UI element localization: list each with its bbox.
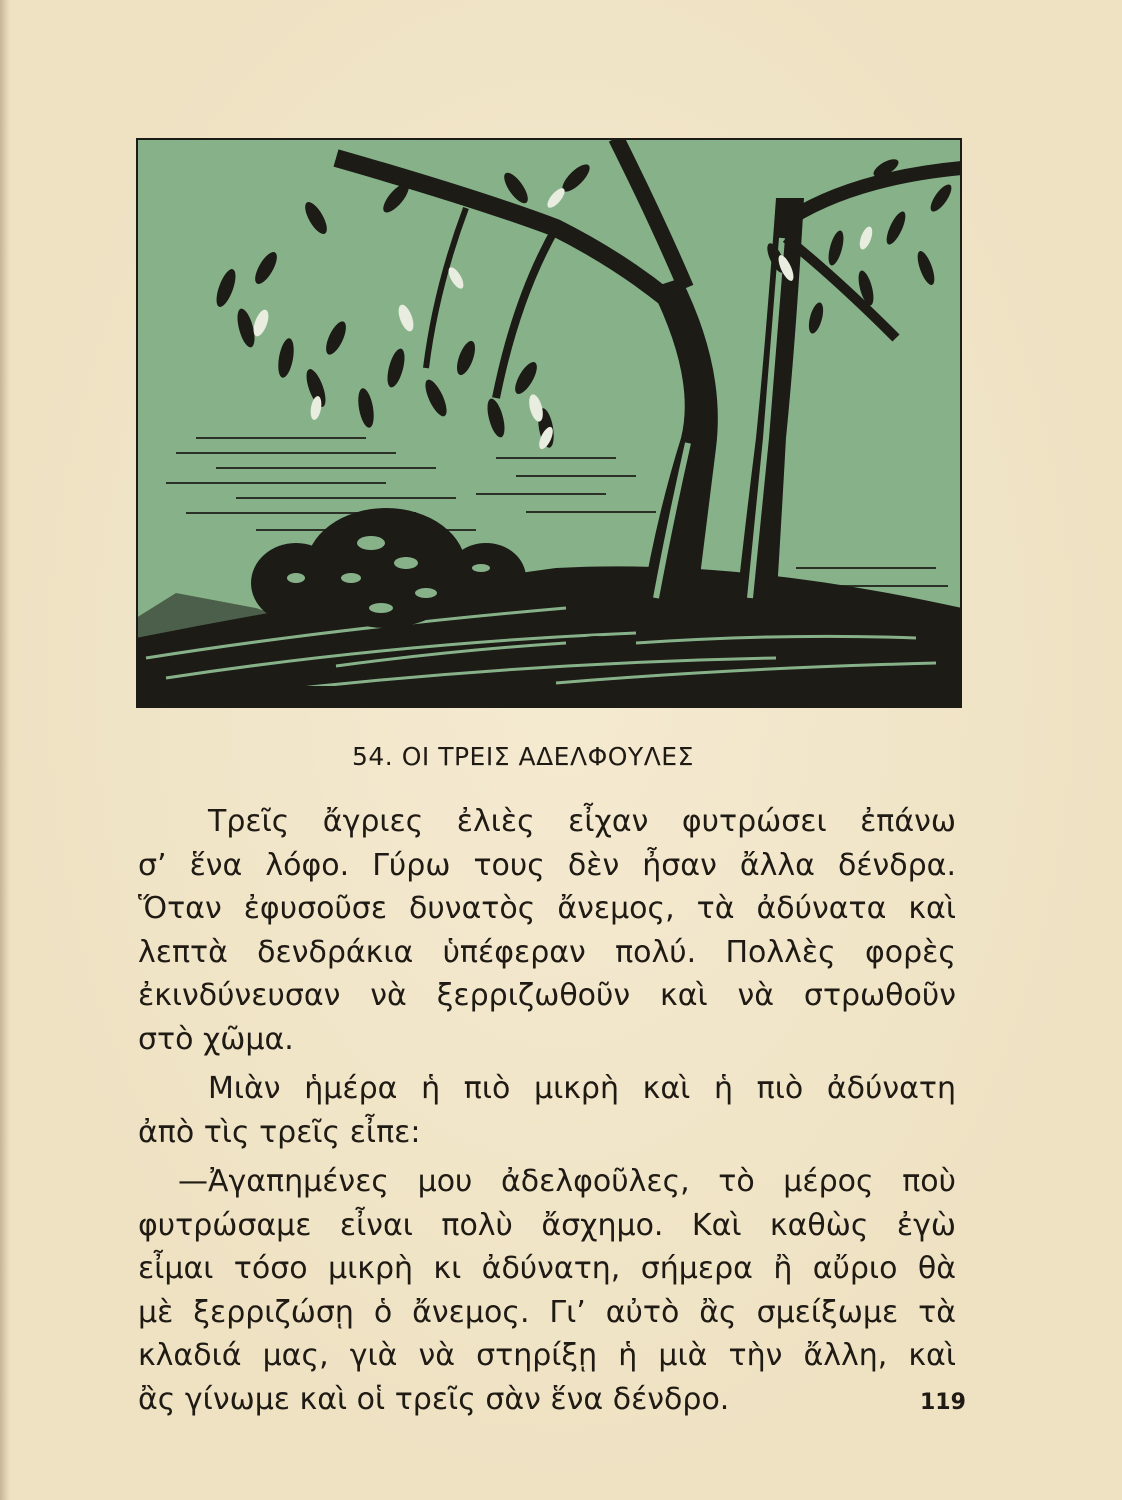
- text-line: —Ἀγαπημένες μου ἀδελφοῦλες, τὸ μέρος ποὺ: [178, 1164, 956, 1199]
- text-line: ἐκινδύνευσαν νὰ ξερριζωθοῦν καὶ νὰ στρωθοῦν: [138, 978, 956, 1013]
- text-line: ἀπὸ τὶς τρεῖς εἶπε:: [138, 1114, 421, 1150]
- text-line: κλαδιά μας, γιὰ νὰ στηρίξῃ ἡ μιὰ τὴν ἄλλη, καὶ: [138, 1338, 956, 1373]
- chapter-title: 54. ΟΙ ΤΡΕΙΣ ΑΔΕΛΦΟΥΛΕΣ: [352, 742, 694, 771]
- text-line: Τρεῖς ἄγριες ἐλιὲς εἶχαν φυτρώσει ἐπάνω: [208, 804, 956, 839]
- text-line: εἶμαι τόσο μικρὴ κι ἀδύνατη, σήμερα ἢ αὔριο θὰ: [138, 1251, 956, 1286]
- paragraph-3: [138, 1160, 956, 1421]
- text-line: Μιὰν ἡμέρα ἡ πιὸ μικρὴ καὶ ἡ πιὸ ἀδύνατη: [208, 1071, 956, 1106]
- page-number: 119: [920, 1390, 966, 1415]
- text-line: μὲ ξερριζώσῃ ὁ ἄνεμος. Γι’ αὐτὸ ἂς σμείξωμε τὰ: [138, 1294, 956, 1330]
- text-line: Ὅταν ἐφυσοῦσε δυνατὸς ἄνεμος, τὰ ἀδύνατα καὶ: [138, 891, 956, 926]
- olive-trees-illustration: [136, 138, 962, 708]
- paragraph-2: [138, 1067, 956, 1154]
- story-body: [138, 800, 956, 1427]
- text-line: στὸ χῶμα.: [138, 1021, 294, 1057]
- text-line: ἂς γίνωμε καὶ οἱ τρεῖς σὰν ἕνα δένδρο.: [138, 1381, 730, 1417]
- text-line: σ’ ἕνα λόφο. Γύρω τους δὲν ἦσαν ἄλλα δένδρα.: [138, 847, 956, 883]
- text-line: φυτρώσαμε εἶναι πολὺ ἄσχημο. Καὶ καθὼς ἐγὼ: [138, 1207, 956, 1243]
- paragraph-1: [138, 800, 956, 1061]
- page-gutter-shadow: [0, 0, 10, 1500]
- text-line: λεπτὰ δενδράκια ὑπέφεραν πολύ. Πολλὲς φορὲς: [138, 934, 956, 970]
